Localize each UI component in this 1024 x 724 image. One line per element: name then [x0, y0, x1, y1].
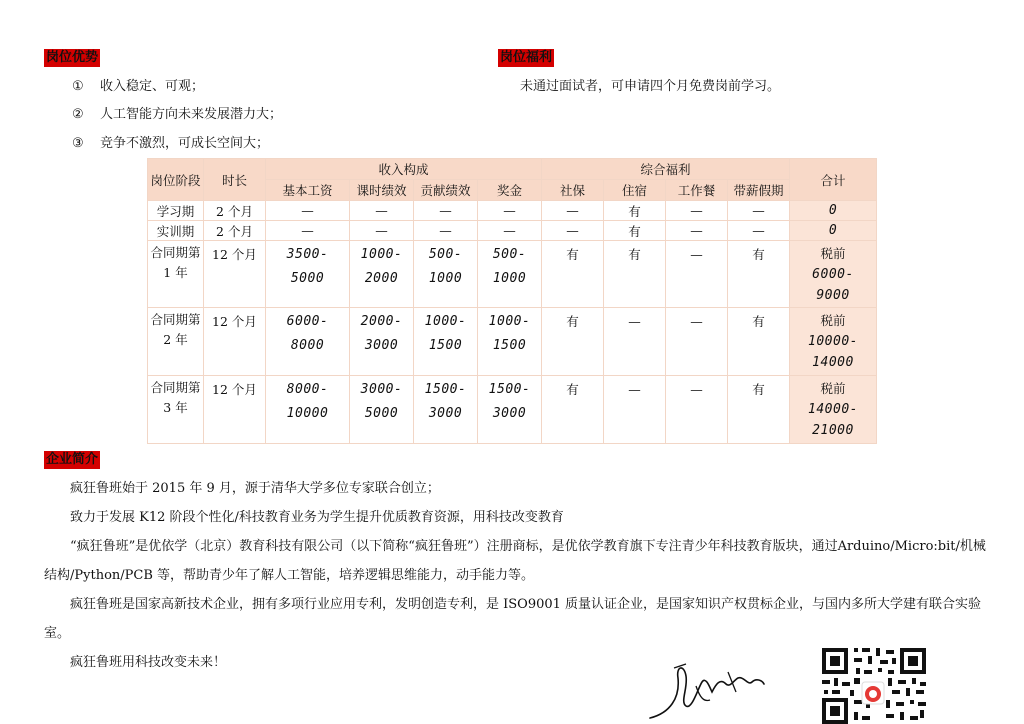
cell-contrib: 1000- 1500 [414, 308, 478, 376]
header-meal: 工作餐 [666, 180, 728, 201]
cell-bonus: 1500- 3000 [478, 376, 542, 444]
cell-lesson: 1000- 2000 [350, 241, 414, 308]
company-paragraph: 疯狂鲁班始于 2015 年 9 月，源于清华大学多位专家联合创立； [70, 481, 440, 496]
welfare-text: 未通过面试者，可申请四个月免费岗前学习。 [520, 79, 781, 94]
cell-total: 税前 10000- 14000 [790, 308, 877, 376]
cell-insurance: — [542, 221, 604, 241]
item-text: 人工智能方向未来发展潜力大； [100, 107, 283, 122]
cell-stage: 学习期 [148, 201, 204, 221]
cell-meal: — [666, 221, 728, 241]
cell-insurance: 有 [542, 241, 604, 308]
cell-leave: — [728, 201, 790, 221]
cell-duration: 12 个月 [204, 308, 266, 376]
cell-lesson: 3000- 5000 [350, 376, 414, 444]
cell-leave: 有 [728, 308, 790, 376]
cell-total: 税前 6000- 9000 [790, 241, 877, 308]
item-number: ② [72, 107, 84, 122]
section-title-welfare: 岗位福利 [500, 50, 553, 65]
company-paragraph: 致力于发展 K12 阶段个性化/科技教育业务为学生提升优质教育资源，用科技改变教育 [70, 510, 564, 525]
cell-stage: 合同期第 2 年 [148, 308, 204, 376]
header-stage: 岗位阶段 [148, 159, 204, 201]
cell-bonus: 1000- 1500 [478, 308, 542, 376]
header-contrib: 贡献绩效 [414, 180, 478, 201]
section-title-advantages: 岗位优势 [46, 50, 99, 65]
header-total: 合计 [790, 159, 877, 201]
header-income: 收入构成 [266, 159, 542, 180]
cell-stage: 合同期第 1 年 [148, 241, 204, 308]
item-number: ③ [72, 136, 84, 151]
header-bonus: 奖金 [478, 180, 542, 201]
cell-bonus: 500- 1000 [478, 241, 542, 308]
table-row [148, 221, 877, 241]
cell-duration: 2 个月 [204, 201, 266, 221]
cell-meal: — [666, 308, 728, 376]
cell-lesson: — [350, 201, 414, 221]
cell-housing: 有 [604, 221, 666, 241]
cell-lesson: 2000- 3000 [350, 308, 414, 376]
advantage-item [72, 78, 204, 96]
cell-housing: — [604, 376, 666, 444]
header-duration: 时长 [204, 159, 266, 201]
cell-meal: — [666, 201, 728, 221]
header-insurance: 社保 [542, 180, 604, 201]
cell-contrib: — [414, 201, 478, 221]
header-welfare: 综合福利 [542, 159, 790, 180]
cell-lesson: — [350, 221, 414, 241]
table-row [148, 241, 877, 308]
cell-total: 0 [790, 221, 877, 241]
cell-total: 税前 14000- 21000 [790, 376, 877, 444]
cell-base: 6000- 8000 [266, 308, 350, 376]
cell-housing: — [604, 308, 666, 376]
cell-meal: — [666, 376, 728, 444]
cell-stage: 实训期 [148, 221, 204, 241]
table-row [148, 308, 877, 376]
item-text: 收入稳定、可观； [100, 79, 205, 94]
cell-duration: 12 个月 [204, 376, 266, 444]
cell-insurance: — [542, 201, 604, 221]
qr-code-image [820, 646, 928, 724]
compensation-table [147, 158, 877, 444]
cell-housing: 有 [604, 241, 666, 308]
table-header-row [148, 159, 877, 180]
company-paragraph: 疯狂鲁班是国家高新技术企业，拥有多项行业应用专利，发明创造专利，是 ISO9001 质量认证企业，是国家知识产权贯标企业，与国内多所大学建有联合实验室。 [44, 597, 982, 641]
item-number: ① [72, 79, 84, 94]
item-text: 竞争不激烈，可成长空间大； [100, 136, 270, 151]
cell-bonus: — [478, 201, 542, 221]
cell-contrib: — [414, 221, 478, 241]
cell-duration: 2 个月 [204, 221, 266, 241]
advantage-item [72, 106, 282, 124]
cell-base: — [266, 201, 350, 221]
cell-base: 3500- 5000 [266, 241, 350, 308]
company-paragraph: 疯狂鲁班用科技改变未来！ [70, 655, 227, 670]
table-row [148, 376, 877, 444]
cell-leave: — [728, 221, 790, 241]
header-lesson: 课时绩效 [350, 180, 414, 201]
cell-housing: 有 [604, 201, 666, 221]
cell-total: 0 [790, 201, 877, 221]
cell-meal: — [666, 241, 728, 308]
table-row [148, 201, 877, 221]
cell-contrib: 500- 1000 [414, 241, 478, 308]
advantage-item [72, 135, 269, 153]
cell-leave: 有 [728, 376, 790, 444]
company-paragraph: “疯狂鲁班”是优依学（北京）教育科技有限公司（以下简称“疯狂鲁班”）注册商标，是优依学教育旗下专注青少年科技教育版块，通过Arduino/Micro:bit/机械结构/Python/PCB 等，帮助青少年了解人工智能，培养逻辑思维能力，动手能力等。 [44, 539, 986, 583]
header-leave: 带薪假期 [728, 180, 790, 201]
cell-base: — [266, 221, 350, 241]
section-title-company: 企业简介 [46, 452, 99, 467]
cell-stage: 合同期第 3 年 [148, 376, 204, 444]
cell-bonus: — [478, 221, 542, 241]
header-base: 基本工资 [266, 180, 350, 201]
header-housing: 住宿 [604, 180, 666, 201]
cell-duration: 12 个月 [204, 241, 266, 308]
cell-leave: 有 [728, 241, 790, 308]
cell-insurance: 有 [542, 376, 604, 444]
cell-contrib: 1500- 3000 [414, 376, 478, 444]
signature-image [640, 658, 770, 722]
cell-base: 8000- 10000 [266, 376, 350, 444]
cell-insurance: 有 [542, 308, 604, 376]
